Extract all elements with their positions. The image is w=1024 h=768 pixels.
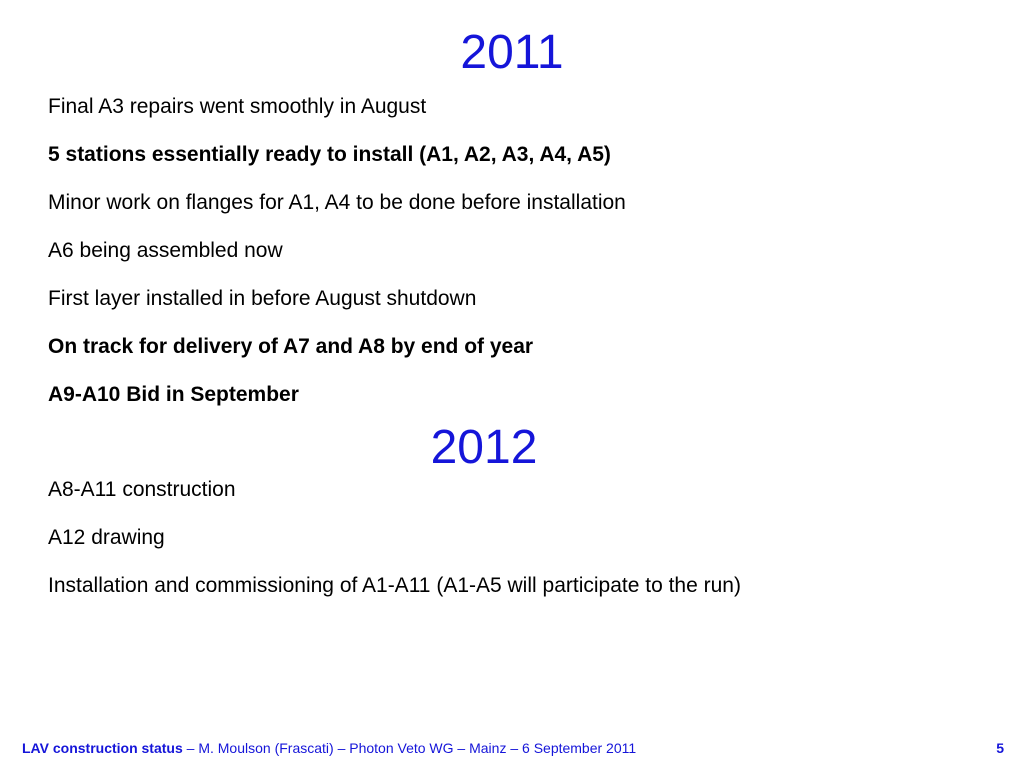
page-number: 5 [996,740,1004,756]
heading-2011: 2011 [460,26,564,79]
list-item: Installation and commissioning of A1-A11 (A1-A5 will participate to the run) [48,574,741,597]
list-item: 5 stations essentially ready to install (A1, A2, A3, A4, A5) [48,143,611,166]
heading-2012: 2012 [430,421,538,474]
list-item: On track for delivery of A7 and A8 by end of year [48,335,534,358]
list-item: Final A3 repairs went smoothly in August [48,95,427,118]
list-item: First layer installed in before August shutdown [48,287,477,310]
list-item: A12 drawing [48,526,165,549]
footer-title: LAV construction status [22,740,183,756]
list-item: A6 being assembled now [48,239,283,262]
footer-details: – M. Moulson (Frascati) – Photon Veto WG – Mainz – 6 September 2011 [182,740,637,756]
footer [22,740,636,756]
list-item: A8-A11 construction [48,478,236,501]
list-item: Minor work on flanges for A1, A4 to be done before installation [48,191,626,214]
list-item: A9-A10 Bid in September [48,383,299,406]
